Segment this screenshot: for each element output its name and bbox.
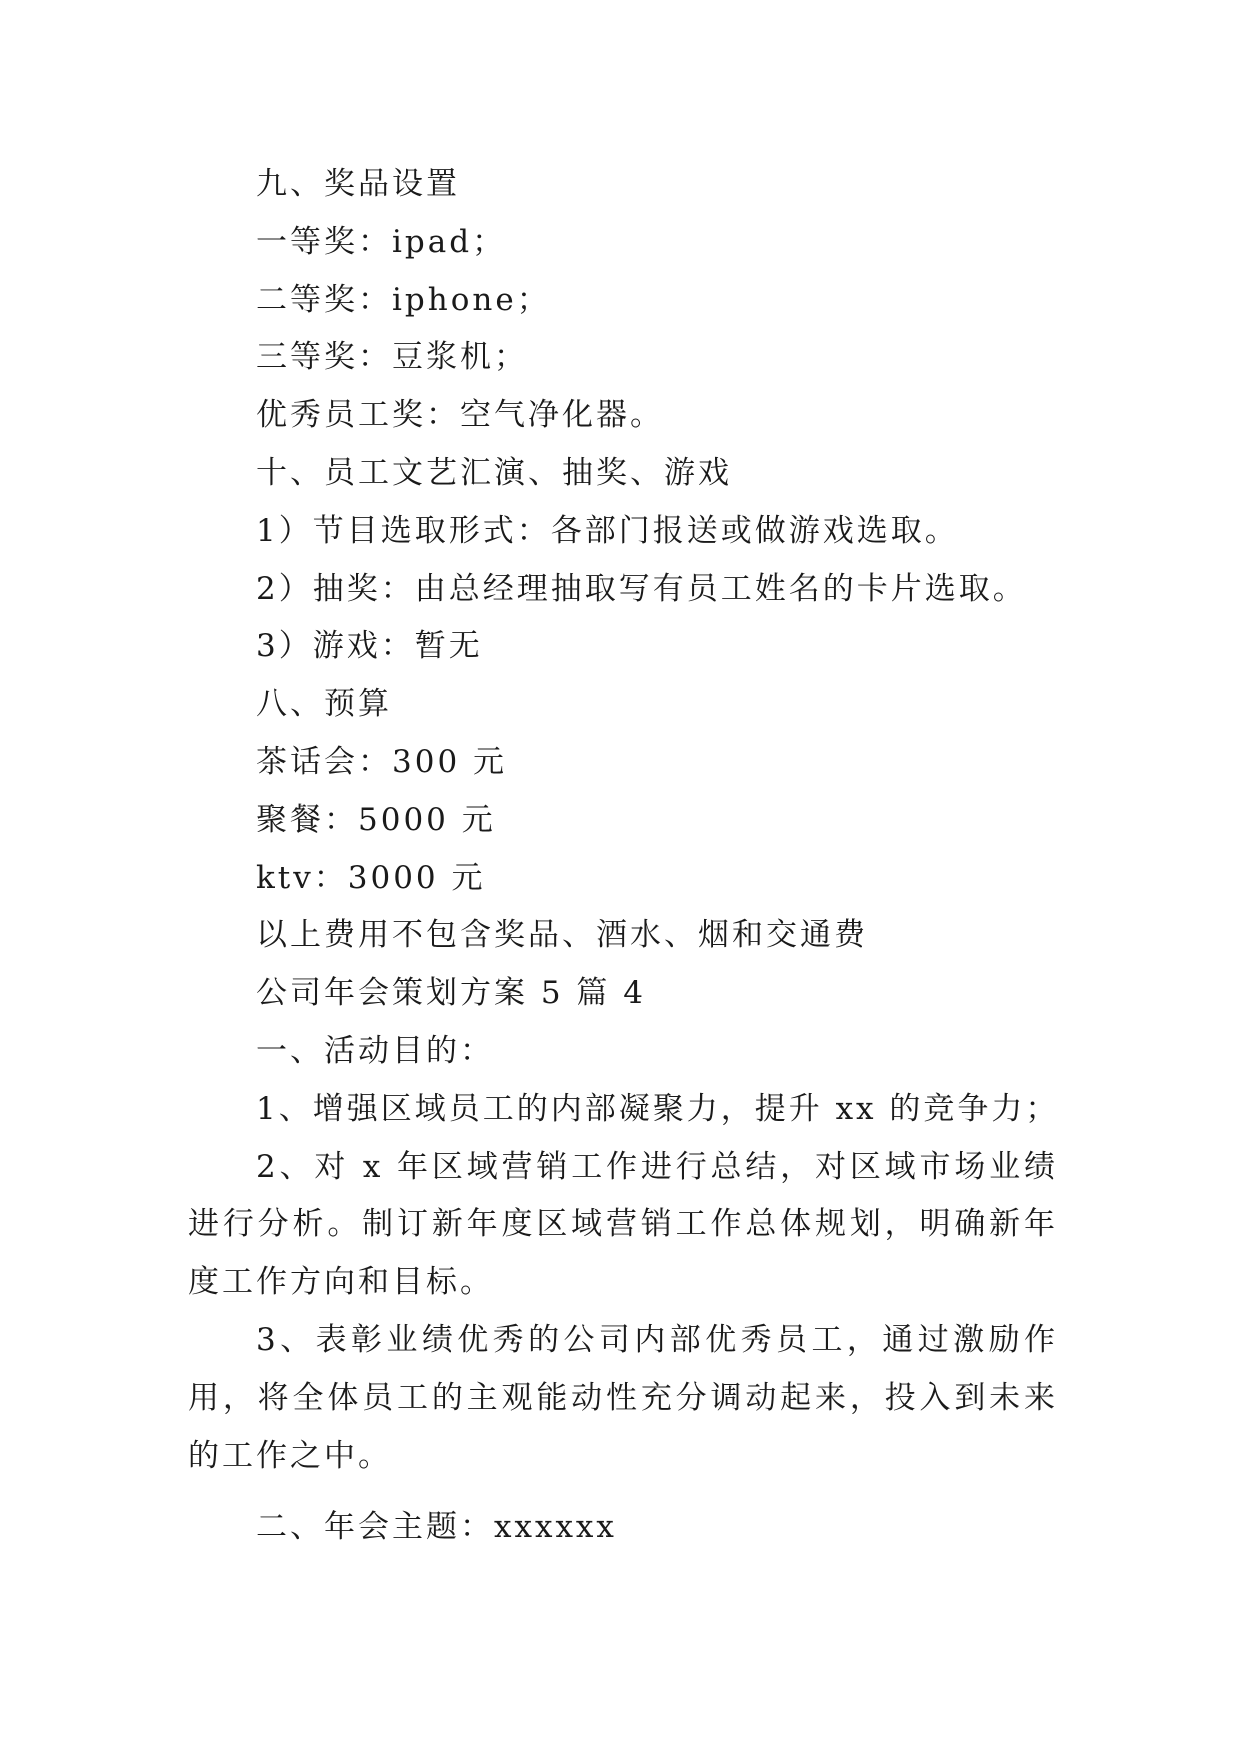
budget-note: 以上费用不包含奖品、酒水、烟和交通费 xyxy=(256,917,868,954)
performance-item-2: 2）抽奖：由总经理抽取写有员工姓名的卡片选取。 xyxy=(256,570,1027,607)
prize-third: 三等奖：豆浆机； xyxy=(256,339,528,376)
performance-item-3: 3）游戏：暂无 xyxy=(256,628,483,665)
budget-ktv: ktv：3000 元 xyxy=(256,859,486,896)
prize-second: 二等奖：iphone； xyxy=(256,281,551,318)
purpose-item-3: 3、表彰业绩优秀的公司内部优秀员工，通过激励作用，将全体员工的主观能动性充分调动起来，投入到未来的工作之中。 xyxy=(188,1321,1058,1474)
section-heading-budget: 八、预算 xyxy=(256,686,392,723)
prize-excellent-employee: 优秀员工奖：空气净化器。 xyxy=(256,397,664,434)
section-heading-purpose: 一、活动目的： xyxy=(256,1032,494,1069)
purpose-item-2: 2、对 x 年区域营销工作进行总结，对区域市场业绩进行分析。制订新年度区域营销工作总体规划，明确新年度工作方向和目标。 xyxy=(188,1148,1058,1301)
section-heading-theme: 二、年会主题：xxxxxx xyxy=(256,1509,617,1546)
section-heading-prizes: 九、奖品设置 xyxy=(256,166,460,202)
document-body xyxy=(188,156,1058,1557)
document-subtitle: 公司年会策划方案 5 篇 4 xyxy=(256,975,647,1012)
prize-first: 一等奖：ipad； xyxy=(256,223,507,260)
section-heading-performance: 十、员工文艺汇演、抽奖、游戏 xyxy=(256,454,732,491)
budget-tea-party: 茶话会：300 元 xyxy=(256,743,508,780)
performance-item-1: 1）节目选取形式：各部门报送或做游戏选取。 xyxy=(256,512,959,549)
budget-dinner: 聚餐：5000 元 xyxy=(256,801,496,838)
purpose-item-1: 1、增强区域员工的内部凝聚力，提升 xx 的竞争力； xyxy=(256,1090,1060,1127)
